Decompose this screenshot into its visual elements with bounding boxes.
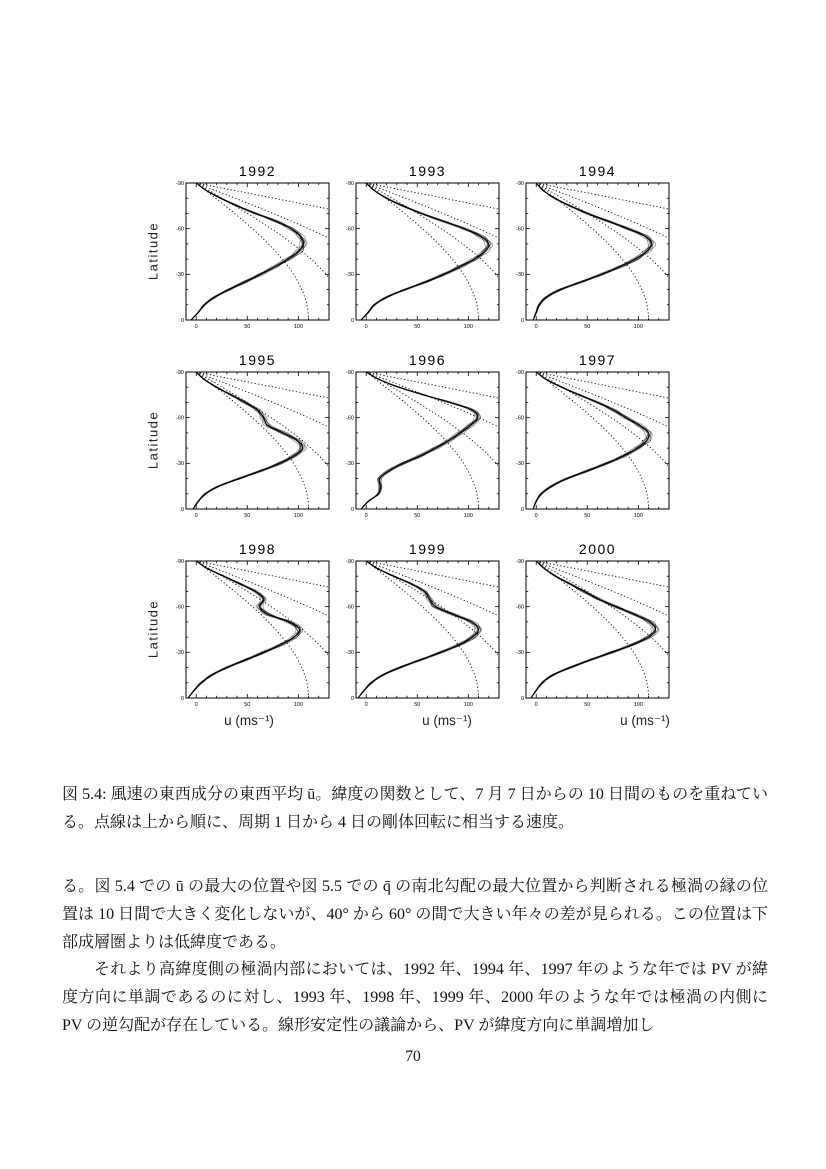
panel-1995 xyxy=(166,352,334,524)
svg-text:-30: -30 xyxy=(516,650,524,657)
svg-text:1997: 1997 xyxy=(578,352,617,368)
svg-text:0: 0 xyxy=(180,506,184,513)
panel-1999 xyxy=(336,541,504,713)
svg-text:-30: -30 xyxy=(516,272,524,279)
panel-row-3 xyxy=(140,541,676,713)
panel-1993 xyxy=(336,163,504,335)
svg-text:1995: 1995 xyxy=(238,352,277,368)
svg-text:100: 100 xyxy=(463,702,473,708)
svg-text:-90: -90 xyxy=(516,180,524,187)
panel-row-1 xyxy=(140,163,676,335)
x-axis-title: u (ms⁻¹) xyxy=(422,713,472,728)
svg-text:100: 100 xyxy=(463,324,473,330)
panel-1997 xyxy=(506,352,674,524)
svg-text:-30: -30 xyxy=(346,272,354,279)
x-axis-title: u (ms⁻¹) xyxy=(620,713,670,728)
svg-text:-60: -60 xyxy=(516,604,524,611)
svg-text:-30: -30 xyxy=(346,461,354,468)
svg-text:-60: -60 xyxy=(176,415,184,422)
svg-text:100: 100 xyxy=(293,702,303,708)
svg-text:-90: -90 xyxy=(176,369,184,376)
body-paragraph-1: る。図 5.4 での ū の最大の位置や図 5.5 での q̄ の南北勾配の最大位置から判断される極渦の縁の位置は 10 日間で大きく変化しないが、40° から 60° の間で大きい年々の差が見られる。この位置は下部成層圏よりは低緯度である。 xyxy=(62,878,768,951)
svg-text:1994: 1994 xyxy=(578,163,617,179)
panel-1992 xyxy=(166,163,334,335)
svg-text:0: 0 xyxy=(350,506,354,513)
svg-text:50: 50 xyxy=(414,324,421,330)
svg-text:50: 50 xyxy=(584,702,591,708)
page-number: 70 xyxy=(405,1048,421,1065)
svg-text:-90: -90 xyxy=(176,180,184,187)
svg-text:2000: 2000 xyxy=(578,541,617,557)
svg-text:-90: -90 xyxy=(516,369,524,376)
y-axis-title: Latitude xyxy=(145,221,161,281)
svg-text:50: 50 xyxy=(414,702,421,708)
svg-text:1993: 1993 xyxy=(408,163,447,179)
svg-text:0: 0 xyxy=(364,324,368,330)
svg-text:1998: 1998 xyxy=(238,541,277,557)
body-paragraph-2: それより高緯度側の極渦内部においては、1992 年、1994 年、1997 年のような年では PV が緯度方向に単調であるのに対し、1993 年、1998 年、1999 年、2000 年のような年では極渦の内側に PV の逆勾配が存在している。線形安定性の議論から、PV が緯度方向に単調増加し xyxy=(62,961,768,1034)
svg-text:0: 0 xyxy=(534,513,538,519)
svg-text:0: 0 xyxy=(520,317,524,324)
svg-text:100: 100 xyxy=(633,513,643,519)
svg-text:0: 0 xyxy=(364,702,368,708)
svg-text:50: 50 xyxy=(584,513,591,519)
x-axis-title-row xyxy=(140,713,700,729)
svg-text:0: 0 xyxy=(534,702,538,708)
svg-text:0: 0 xyxy=(520,506,524,513)
svg-text:1996: 1996 xyxy=(408,352,447,368)
svg-text:0: 0 xyxy=(180,695,184,702)
panel-1998 xyxy=(166,541,334,713)
x-axis-title: u (ms⁻¹) xyxy=(224,713,274,728)
figure-caption: 図 5.4: 風速の東西成分の東西平均 ū。緯度の関数として、7 月 7 日からの 10 日間のものを重ねている。点線は上から順に、周期 1 日から 4 日の剛体回転に相当する速度。 xyxy=(62,786,768,831)
svg-text:100: 100 xyxy=(633,324,643,330)
svg-text:0: 0 xyxy=(180,317,184,324)
svg-text:-90: -90 xyxy=(516,558,524,565)
svg-text:0: 0 xyxy=(350,695,354,702)
svg-text:-90: -90 xyxy=(346,558,354,565)
svg-text:100: 100 xyxy=(293,324,303,330)
svg-text:-60: -60 xyxy=(176,604,184,611)
svg-text:-60: -60 xyxy=(516,415,524,422)
panel-1996 xyxy=(336,352,504,524)
svg-text:50: 50 xyxy=(584,324,591,330)
svg-text:0: 0 xyxy=(520,695,524,702)
svg-text:-60: -60 xyxy=(346,604,354,611)
svg-text:-30: -30 xyxy=(346,650,354,657)
svg-text:1992: 1992 xyxy=(238,163,277,179)
svg-text:0: 0 xyxy=(534,324,538,330)
svg-text:-90: -90 xyxy=(346,369,354,376)
svg-text:50: 50 xyxy=(244,324,251,330)
svg-text:0: 0 xyxy=(350,317,354,324)
svg-text:-60: -60 xyxy=(346,226,354,233)
y-axis-title: Latitude xyxy=(145,599,161,659)
svg-text:0: 0 xyxy=(364,513,368,519)
panel-row-2 xyxy=(140,352,676,524)
svg-text:100: 100 xyxy=(463,513,473,519)
svg-text:100: 100 xyxy=(633,702,643,708)
svg-text:50: 50 xyxy=(244,702,251,708)
svg-text:0: 0 xyxy=(194,702,198,708)
svg-text:-60: -60 xyxy=(516,226,524,233)
svg-text:-60: -60 xyxy=(346,415,354,422)
svg-text:100: 100 xyxy=(293,513,303,519)
svg-text:50: 50 xyxy=(414,513,421,519)
svg-text:-30: -30 xyxy=(176,272,184,279)
panel-1994 xyxy=(506,163,674,335)
svg-text:-30: -30 xyxy=(176,461,184,468)
svg-text:1999: 1999 xyxy=(408,541,447,557)
svg-text:-90: -90 xyxy=(176,558,184,565)
svg-text:50: 50 xyxy=(244,513,251,519)
panel-2000 xyxy=(506,541,674,713)
y-axis-title: Latitude xyxy=(145,410,161,470)
svg-text:-30: -30 xyxy=(176,650,184,657)
svg-text:0: 0 xyxy=(194,513,198,519)
svg-text:-90: -90 xyxy=(346,180,354,187)
svg-text:0: 0 xyxy=(194,324,198,330)
svg-text:-60: -60 xyxy=(176,226,184,233)
svg-text:-30: -30 xyxy=(516,461,524,468)
